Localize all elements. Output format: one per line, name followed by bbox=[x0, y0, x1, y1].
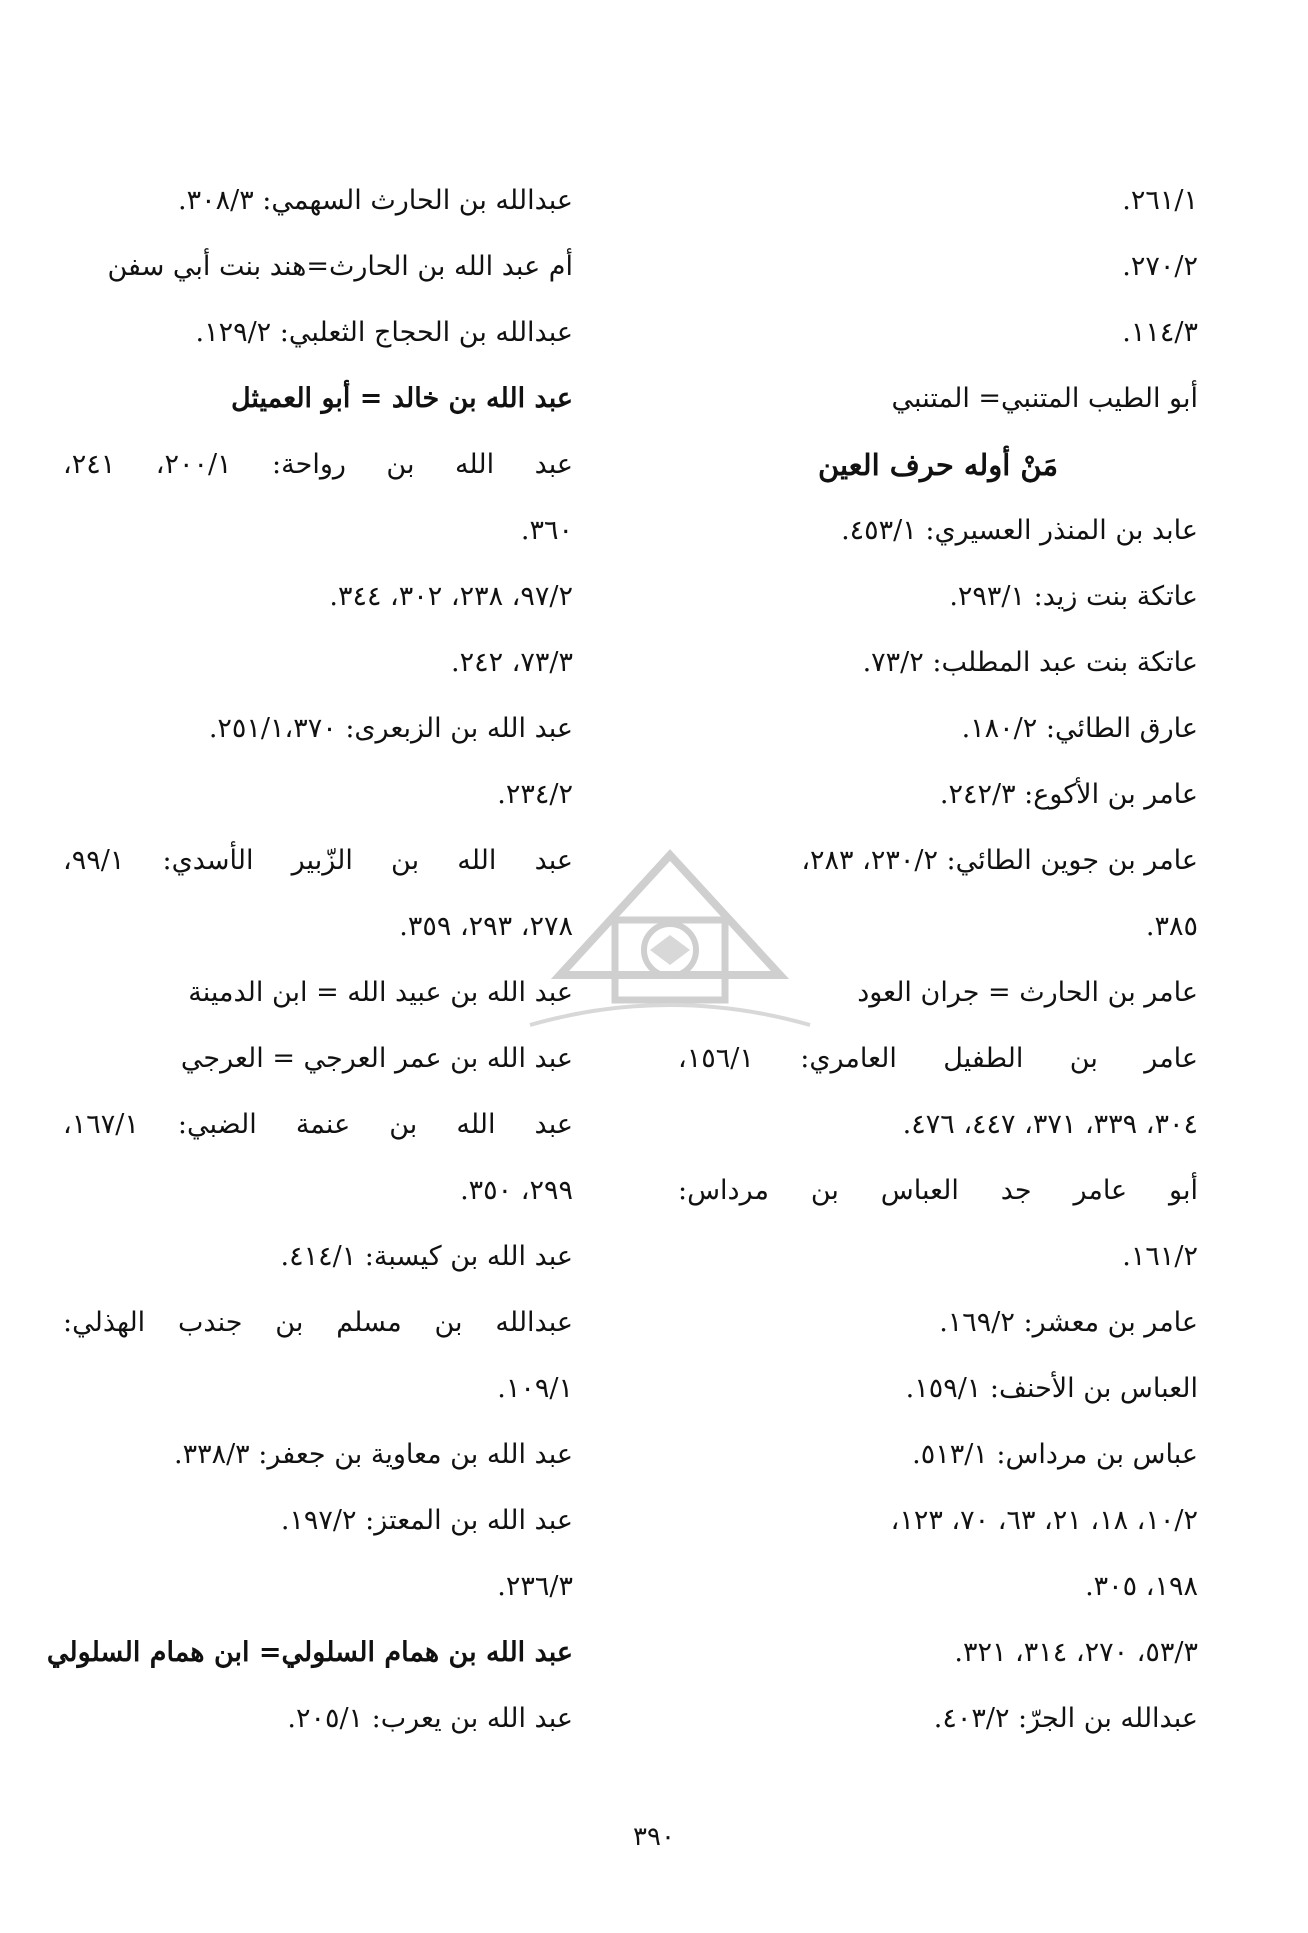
left-column-entry-line: عبد الله بن الزّبير الأسدي: ٩٩/١، bbox=[63, 845, 573, 876]
left-column-entry-line: عبد الله بن معاوية بن جعفر: ٣٣٨/٣. bbox=[173, 1439, 573, 1470]
right-column-entry-line: أبو الطيب المتنبي= المتنبي bbox=[891, 383, 1198, 414]
right-column-entry-line: عاتكة بنت عبد المطلب: ٧٣/٢. bbox=[862, 647, 1198, 678]
left-column-entry-line: عبد الله بن الزبعرى: ٢٥١/١،٣٧٠. bbox=[208, 713, 573, 744]
left-column-entry-line: ٢٣٤/٢. bbox=[497, 779, 573, 810]
right-column-entry-line: ٥٣/٣، ٢٧٠، ٣١٤، ٣٢١. bbox=[954, 1637, 1198, 1668]
right-column-entry-line: ٢٦١/١. bbox=[1122, 185, 1198, 216]
right-column-entry-line: عامر بن جوين الطائي: ٢٣٠/٢، ٢٨٣، bbox=[801, 845, 1198, 876]
right-column-entry-line: عامر بن الطفيل العامري: ١٥٦/١، bbox=[678, 1043, 1198, 1074]
left-column-entry-line: عبد الله بن عمر العرجي = العرجي bbox=[180, 1043, 573, 1074]
right-column-entry-line: ٣٠٤، ٣٣٩، ٣٧١، ٤٤٧، ٤٧٦. bbox=[902, 1109, 1198, 1140]
right-column-entry-line: ٣٨٥. bbox=[1145, 911, 1198, 942]
left-column-entry-line: عبد الله بن رواحة: ٢٠٠/١، ٢٤١، bbox=[63, 449, 574, 480]
right-column-entry-line: ١١٤/٣. bbox=[1122, 317, 1198, 348]
left-column-entry-line: ٣٦٠. bbox=[520, 515, 573, 546]
left-column-entry-line: عبد الله بن يعرب: ٢٠٥/١. bbox=[287, 1703, 573, 1734]
right-column-entry-line: ٢٧٠/٢. bbox=[1122, 251, 1198, 282]
left-column bbox=[46, 168, 574, 1752]
left-column-entry-line: عبد الله بن همام السلولي= ابن همام السلولي bbox=[46, 1637, 573, 1668]
right-column bbox=[678, 168, 1198, 1752]
left-column-entry-line: ٢٧٨، ٢٩٣، ٣٥٩. bbox=[399, 911, 573, 942]
left-column-entry-line: عبدالله بن مسلم بن جندب الهذلي: bbox=[63, 1307, 573, 1338]
right-column-entry-line: عبدالله بن الجرّ: ٤٠٣/٢. bbox=[933, 1703, 1198, 1734]
right-column-entry-line: عامر بن الأكوع: ٢٤٢/٣. bbox=[939, 779, 1198, 810]
right-column-entry-line: عامر بن معشر: ١٦٩/٢. bbox=[939, 1307, 1198, 1338]
right-column-entry-line: عابد بن المنذر العسيري: ٤٥٣/١. bbox=[841, 515, 1198, 546]
right-column-entry-line: عامر بن الحارث = جران العود bbox=[857, 977, 1198, 1008]
right-column-entry-line: عاتكة بنت زيد: ٢٩٣/١. bbox=[949, 581, 1198, 612]
right-column-entry-line: العباس بن الأحنف: ١٥٩/١. bbox=[905, 1373, 1198, 1404]
right-column-entry-line: عباس بن مرداس: ٥١٣/١. bbox=[912, 1439, 1198, 1470]
left-column-entry-line: عبدالله بن الحارث السهمي: ٣٠٨/٣. bbox=[178, 185, 573, 216]
right-column-entry-line: ١٩٨، ٣٠٥. bbox=[1085, 1571, 1198, 1602]
left-column-entry-line: عبد الله بن عنمة الضبي: ١٦٧/١، bbox=[63, 1109, 573, 1140]
left-column-entry-line: ٢٣٦/٣. bbox=[497, 1571, 573, 1602]
left-column-entry-line: أم عبد الله بن الحارث=هند بنت أبي سفن bbox=[107, 251, 573, 282]
right-column-entry-line: ١٦١/٢. bbox=[1122, 1241, 1198, 1272]
page-number: ٣٩٠ bbox=[633, 1822, 675, 1852]
right-column-entry-line: عارق الطائي: ١٨٠/٢. bbox=[961, 713, 1198, 744]
left-column-entry-line: عبد الله بن خالد = أبو العميثل bbox=[230, 383, 573, 414]
left-column-entry-line: عبد الله بن كيسبة: ٤١٤/١. bbox=[280, 1241, 573, 1272]
left-column-entry-line: عبد الله بن عبيد الله = ابن الدمينة bbox=[188, 977, 573, 1008]
left-column-entry-line: عبد الله بن المعتز: ١٩٧/٢. bbox=[280, 1505, 573, 1536]
section-heading: مَنْ أوله حرف العين bbox=[817, 448, 1059, 482]
right-column-entry-line: ١٠/٢، ١٨، ٢١، ٦٣، ٧٠، ١٢٣، bbox=[890, 1505, 1198, 1536]
left-column-entry-line: ٩٧/٢، ٢٣٨، ٣٠٢، ٣٤٤. bbox=[329, 581, 573, 612]
left-column-entry-line: عبدالله بن الحجاج الثعلبي: ١٢٩/٢. bbox=[195, 317, 573, 348]
right-column-entry-line: أبو عامر جد العباس بن مرداس: bbox=[678, 1175, 1198, 1206]
left-column-entry-line: ٧٣/٣، ٢٤٢. bbox=[450, 647, 573, 678]
left-column-entry-line: ١٠٩/١. bbox=[497, 1373, 573, 1404]
left-column-entry-line: ٢٩٩، ٣٥٠. bbox=[460, 1175, 573, 1206]
